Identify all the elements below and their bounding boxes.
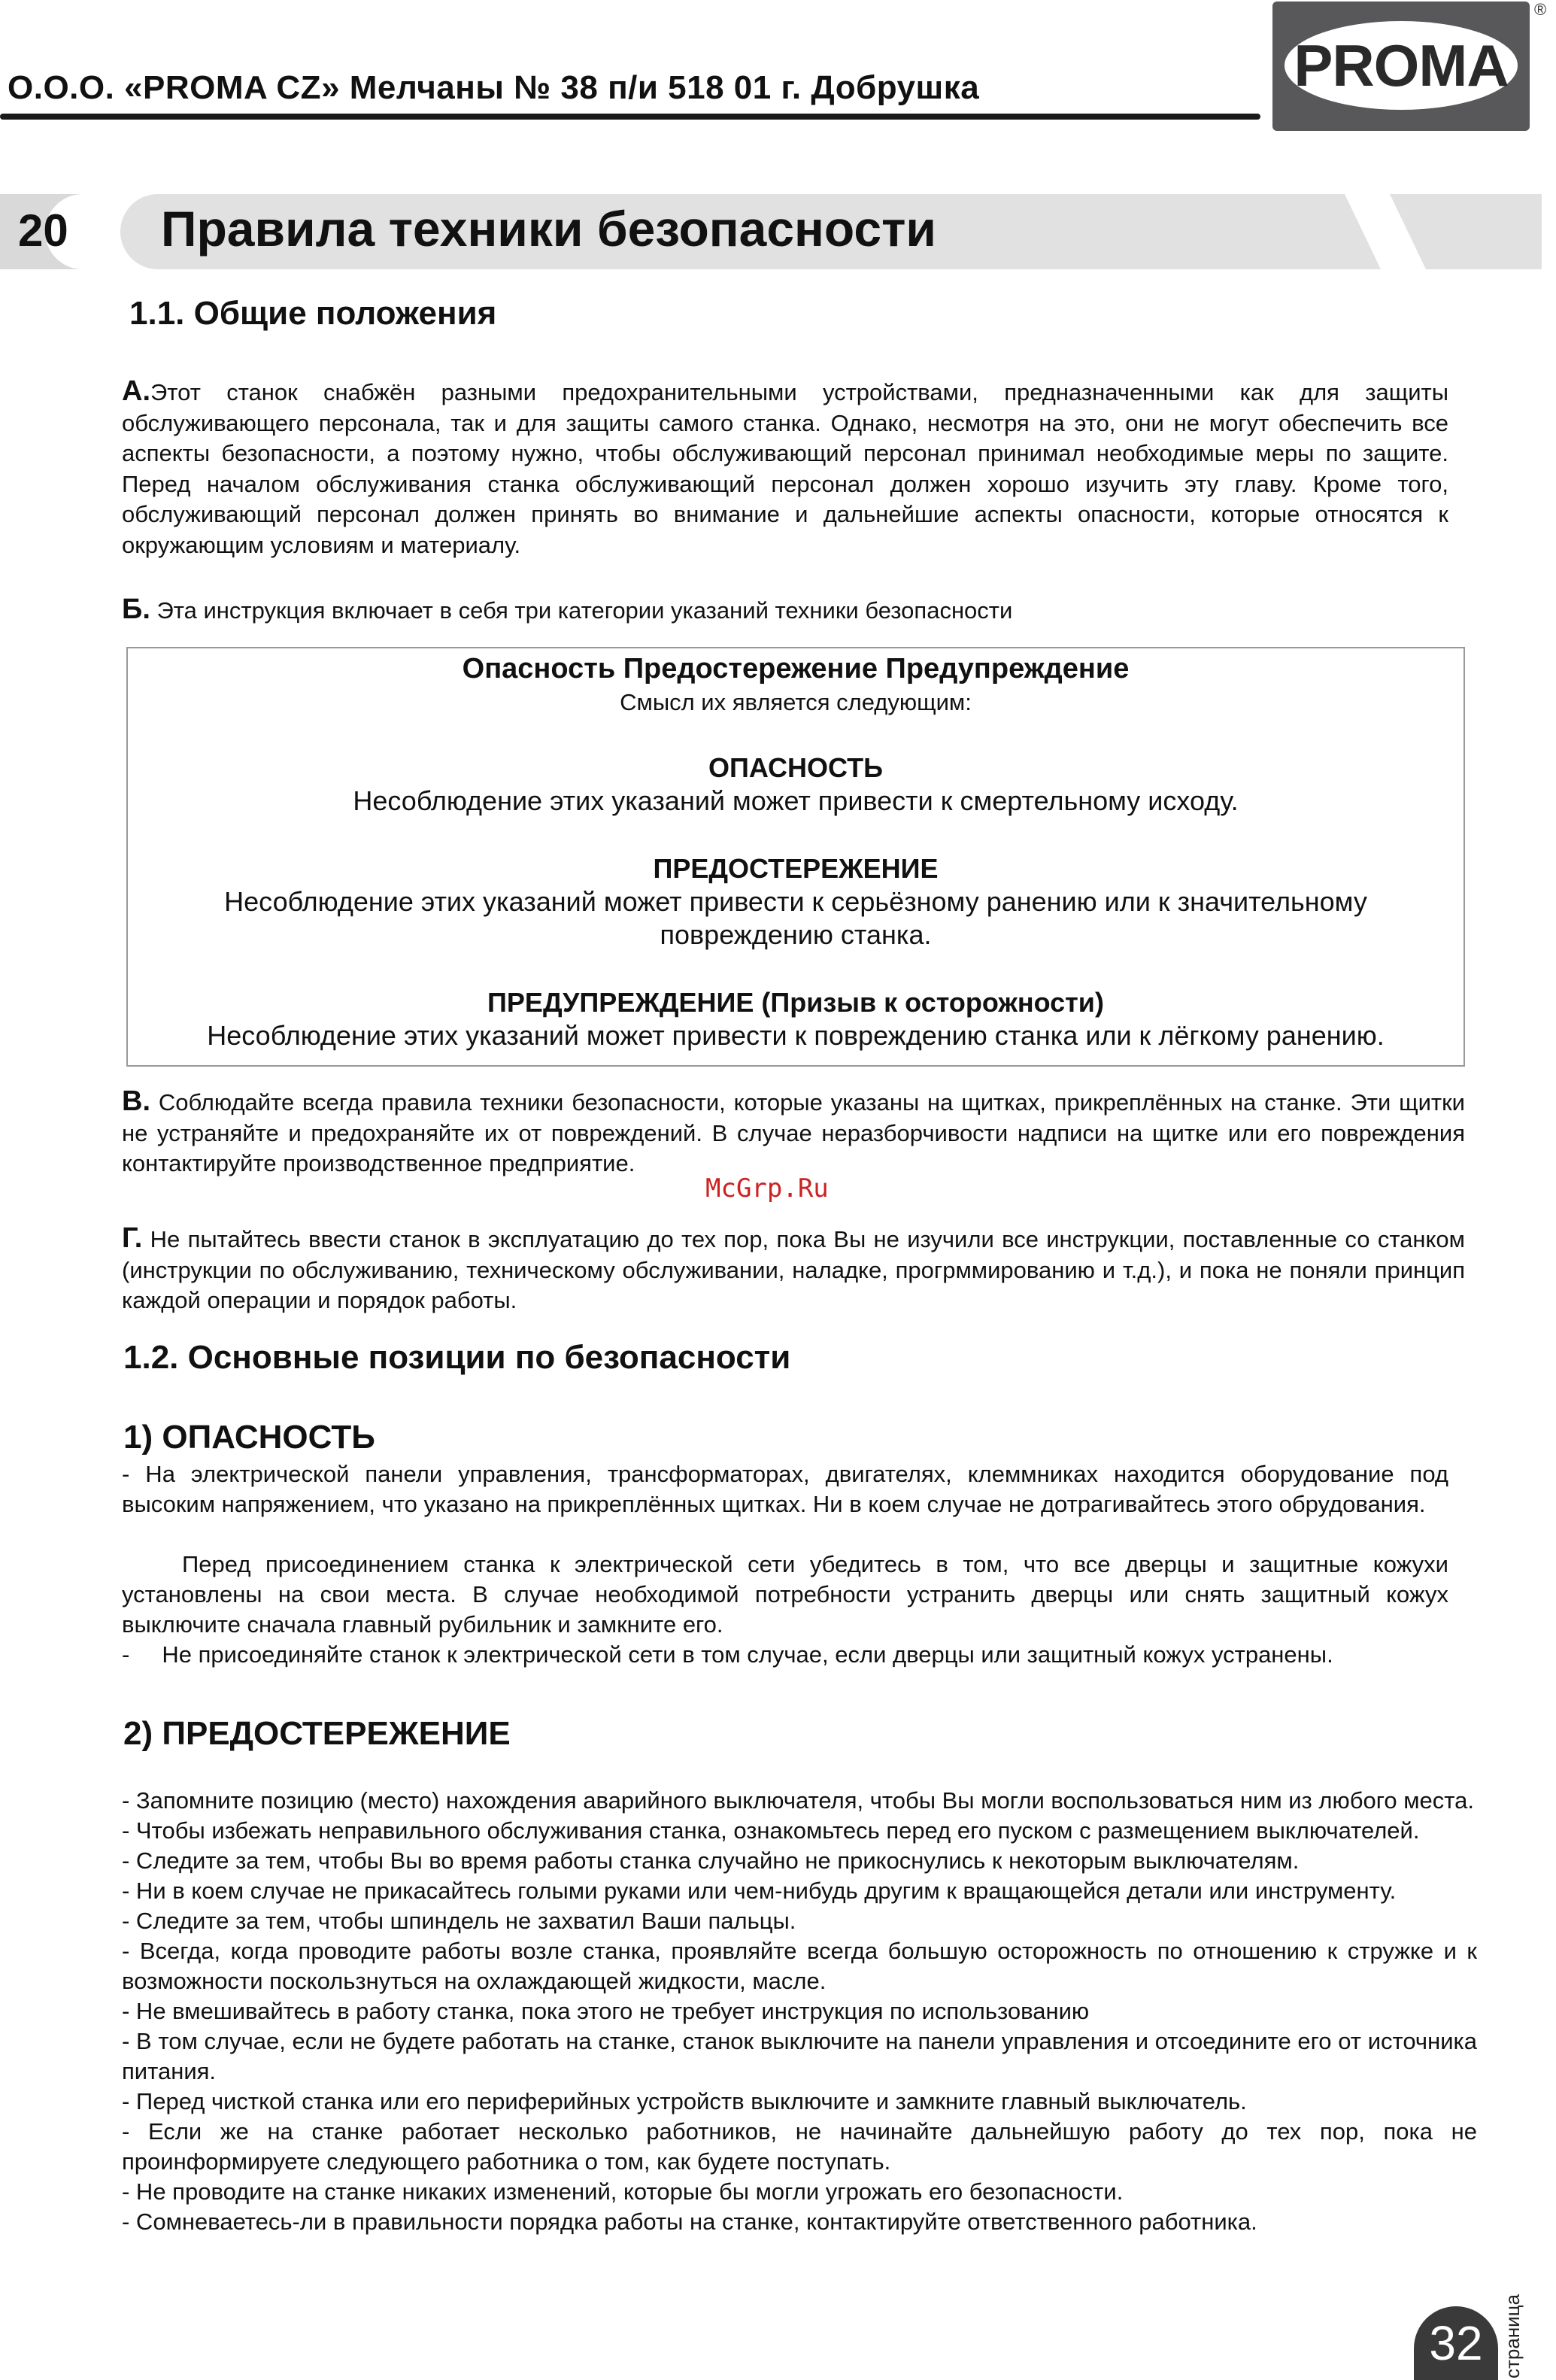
danger-paragraph-2: Перед присоединением станка к электрической сети убедитесь в том, что все дверцы и защитные кожухи установлены на свои места. В случае необходимой потребности устранить дверцы или снять защитный кожух выключите сначала главный рубильник и замкните его. <box>122 1551 1448 1638</box>
paragraph-b-text: Эта инструкция включает в себя три категории указаний техники безопасности <box>150 597 1013 624</box>
company-address: О.О.О. «PROMA CZ» Мелчаны № 38 п/и 518 01 г. Добрушка <box>8 69 980 106</box>
warning-text-line-2: повреждению станка. <box>660 919 932 950</box>
heading-warning: 2) ПРЕДОСТЕРЕЖЕНИЕ <box>123 1715 511 1752</box>
warning-text-line-1: Несоблюдение этих указаний может привести к серьёзному ранению или к значительному <box>224 886 1367 917</box>
watermark: McGrp.Ru <box>705 1173 829 1204</box>
page-word: страница <box>1501 2293 1524 2378</box>
danger-text: Несоблюдение этих указаний может привести к смертельному исходу. <box>353 785 1239 816</box>
danger-heading: ОПАСНОСТЬ <box>708 752 883 783</box>
page-number: 32 <box>1414 2306 1498 2380</box>
section-title: Правила техники безопасности <box>161 201 936 257</box>
registered-mark: ® <box>1534 0 1547 19</box>
header-rule <box>0 114 1260 120</box>
warning-item-no-interference: - Не вмешивайтесь в работу станка, пока этого не требует инструкция по использованию <box>122 1998 1090 2024</box>
warning-item-cleaning: - Перед чисткой станка или его периферийных устройств выключите и замкните главный выключатель. <box>122 2088 1247 2114</box>
box-title: Опасность Предостережение Предупреждение <box>462 653 1130 685</box>
heading-general-provisions: 1.1. Общие положения <box>129 295 497 332</box>
caution-text: Несоблюдение этих указаний может привести к повреждению станка или к лёгкому ранению. <box>207 1020 1385 1051</box>
danger-paragraph-3: - Не присоединяйте станок к электрической сети в том случае, если дверцы или защитный кожух устранены. <box>122 1641 1333 1668</box>
warning-item-contact-supervisor: - Сомневаетесь-ли в правильности порядка работы на станке, контактируйте ответственного работника. <box>122 2208 1257 2235</box>
paragraph-v <box>122 1086 1465 1179</box>
warning-item-power-off: - В том случае, если не будете работать на станке, станок выключите на панели управления и отсоедините его от источника питания. <box>122 2028 1477 2084</box>
paragraph-v-text: Соблюдайте всегда правила техники безопасности, которые указаны на щитках, прикреплённых на станке. Эти щитки не устраняйте и предохраняйте их от повреждений. В случае неразборчивости надписи на щитке или его повреждения контактируйте производственное предприятие. <box>122 1089 1465 1176</box>
proma-logo <box>1272 2 1530 131</box>
box-subtitle: Смысл их является следующим: <box>620 689 972 715</box>
paragraph-v-letter: В. <box>122 1085 150 1117</box>
warning-list <box>122 1786 1477 2237</box>
warning-item-switch-layout: - Чтобы избежать неправильного обслуживания станка, ознакомьтесь перед его пуском с размещением выключателей. <box>122 1817 1420 1844</box>
warning-item-no-modifications: - Не проводите на станке никаких изменений, которые бы могли угрожать его безопасности. <box>122 2178 1124 2205</box>
caution-heading: ПРЕДУПРЕЖДЕНИЕ (Призыв к осторожности) <box>487 987 1104 1018</box>
safety-categories-box <box>126 647 1465 1067</box>
heading-safety-positions: 1.2. Основные позиции по безопасности <box>123 1339 791 1376</box>
paragraph-a-letter: А. <box>122 375 150 407</box>
logo-text: PROMA <box>1285 21 1518 110</box>
paragraph-b-letter: Б. <box>122 593 150 625</box>
paragraph-g <box>122 1223 1465 1316</box>
paragraph-b <box>122 594 1448 627</box>
heading-danger: 1) ОПАСНОСТЬ <box>123 1419 375 1456</box>
warning-item-multiple-workers: - Если же на станке работает несколько работников, не начинайте дальнейшую работу до тех пор, пока не проинформируете следующего работника о том, как будете поступать. <box>122 2118 1477 2175</box>
warning-item-spindle: - Следите за тем, чтобы шпиндель не захватил Ваши пальцы. <box>122 1908 796 1934</box>
paragraph-g-letter: Г. <box>122 1222 143 1254</box>
paragraph-g-text: Не пытайтесь ввести станок в эксплуатацию до тех пор, пока Вы не изучили все инструкции, поставленные со станком (инструкции по обслуживанию, техническому обслуживании, наладке, прогрммированию и т.д.), и пока не поняли принцип каждой операции и порядок работы. <box>122 1226 1465 1313</box>
warning-item-rotating-parts: - Ни в коем случае не прикасайтесь голыми руками или чем-нибудь другим к вращающейся детали или инструменту. <box>122 1878 1397 1904</box>
section-number: 20 <box>18 205 68 256</box>
danger-paragraph-1: - На электрической панели управления, трансформаторах, двигателях, клеммниках находится оборудование под высоким напряжением, что указано на прикреплённых щитках. Ни в коем случае не дотрагивайтесь этого обрудования. <box>122 1461 1448 1517</box>
warning-item-emergency-stop: - Запомните позицию (место) нахождения аварийного выключателя, чтобы Вы могли воспользоваться ним из любого места. <box>122 1787 1474 1814</box>
paragraph-a-text: Этот станок снабжён разными предохранительными устройствами, предназначенными как для защиты обслуживающего персонала, так и для защиты самого станка. Однако, несмотря на это, они не могут обеспечить все аспекты безопасности, а поэтому нужно, чтобы обслуживающий персонал принимал необходимые меры по защите. Перед началом обслуживания станка обслуживающий персонал должен хорошо изучить эту главу. Кроме того, обслуживающий персонал должен принять во внимание и дальнейшие аспекты опасности, которые относятся к окружающим условиям и материалу. <box>122 379 1448 558</box>
warning-heading: ПРЕДОСТЕРЕЖЕНИЕ <box>653 853 939 884</box>
warning-item-accidental-touch: - Следите за тем, чтобы Вы во время работы станка случайно не прикоснулись к некоторым выключателям. <box>122 1847 1300 1874</box>
paragraph-a <box>122 376 1448 560</box>
page-label <box>1501 2294 1524 2378</box>
warning-item-chips-coolant: - Всегда, когда проводите работы возле станка, проявляйте всегда большую осторожность по отношению к стружке и к возможности поскользнуться на охлаждающей жидкости, масле. <box>122 1938 1477 1994</box>
